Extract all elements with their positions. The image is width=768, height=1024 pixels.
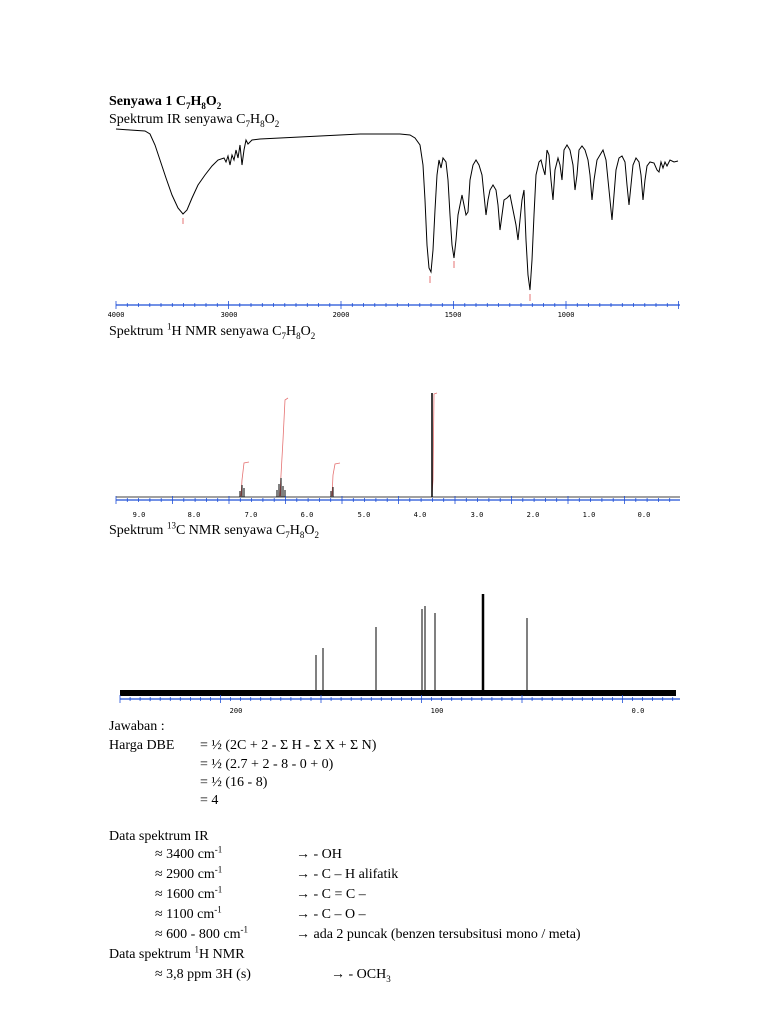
hnmr-tick-label: 1.0 [582,511,596,519]
ir-data-value: ≈ 2900 $cm^{-1}$ [155,864,223,882]
dbe-label: Harga DBE [109,738,175,753]
ir-tick-label: 1000 [557,311,575,319]
hnmr-tick-label: 0.0 [637,511,651,519]
answer-heading: Jawaban : [109,719,165,734]
compound-title: Senyawa 1 $C_7H_8O_2$ [109,94,222,111]
hnmr-tick-label: 7.0 [244,511,258,519]
ir-tick-label: 4000 [107,311,125,319]
ir-caption: Spektrum IR senyawa $C_7H_8O_2$ [109,112,280,129]
hnmr-tick-label: 6.0 [300,511,314,519]
hnmr-tick-label: 2.0 [526,511,540,519]
ir-data-assignment: → - OH [296,847,342,862]
ir-tick-label: 2000 [332,311,350,319]
cnmr-tick-label: 200 [229,707,243,715]
ir-data-value: ≈ 3400 $cm^{-1}$ [155,844,223,862]
cnmr-tick-label: 100 [430,707,444,715]
hnmr-tick-label: 3.0 [470,511,484,519]
hnmr-tick-label: 9.0 [132,511,146,519]
ir-data-value: ≈ 1600 $cm^{-1}$ [155,884,223,902]
ir-tick-label: 3000 [220,311,238,319]
ir-data-value: ≈ 1100 $cm^{-1}$ [155,904,222,922]
cnmr-tick-label: 0.0 [631,707,645,715]
cnmr-peaks [316,594,527,692]
ir-data-assignment: → - C = C – [296,887,366,902]
dbe-line: = ½ (2.7 + 2 - 8 - 0 + 0) [200,757,334,772]
cnmr-caption: Spektrum $^{13}$C NMR senyawa $C_7H_8O_2$ [109,520,319,540]
hnmr-tick-label: 8.0 [187,511,201,519]
dbe-line: = ½ (16 - 8) [200,775,268,790]
hnmr-tick-label: 4.0 [413,511,427,519]
cnmr-baseline [120,690,676,696]
ir-data-assignment: → ada 2 puncak (benzen tersubsitusi mono / meta) [296,927,581,942]
cnmr-axis [120,695,680,715]
ir-data-assignment: → - C – H alifatik [296,867,399,882]
ir-data-value: ≈ 600 - 800 $cm^{-1}$ [155,924,248,942]
dbe-line: = ½ (2C + 2 - Σ H - Σ X + Σ N) [200,738,377,753]
hnmr-tick-label: 5.0 [357,511,371,519]
ir-data-assignment: → - C – O – [296,907,366,922]
hnmr-caption: Spektrum $^1$H NMR senyawa $C_7H_8O_2$ [109,321,316,341]
hnmr-data-assignment: → - $OCH_3$ [331,967,391,984]
ir-data-heading: Data spektrum IR [109,829,209,844]
hnmr-data-heading: Data spektrum $^1$H NMR [109,944,245,962]
ir-tick-label: 1500 [444,311,462,319]
hnmr-data-value: ≈ 3,8 ppm 3H (s) [155,967,251,982]
dbe-line: = 4 [200,793,219,808]
